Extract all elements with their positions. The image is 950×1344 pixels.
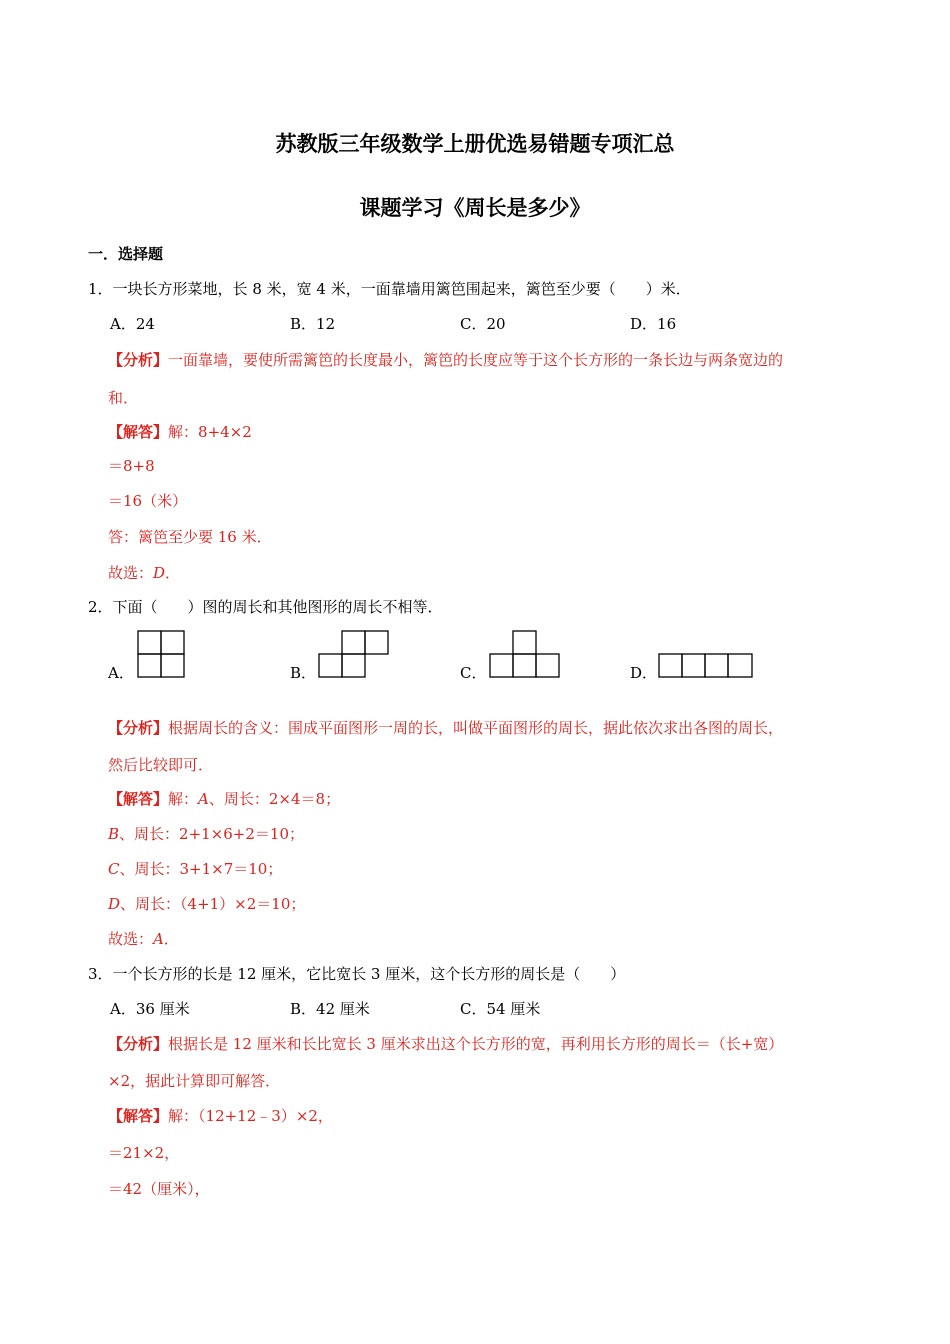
answer-text-d: 、周长：（4+1）×2＝10； <box>120 895 306 913</box>
analysis-tag: 【分析】 <box>108 719 169 737</box>
choice-prefix: 故选： <box>108 930 154 948</box>
answer-tag: 【解答】 <box>108 1107 169 1125</box>
q2-line-d <box>108 894 305 914</box>
answer-letter-c: C <box>108 860 120 878</box>
question-2-stem: 2．下面（ ）图的周长和其他图形的周长不相等． <box>88 598 443 616</box>
analysis-tag: 【分析】 <box>108 351 169 369</box>
question-1-stem: 1．一块长方形菜地，长 8 米，宽 4 米，一面靠墙用篱笆围起来，篱笆至少要（ ）米． <box>88 280 691 298</box>
q2-line-c <box>108 859 282 879</box>
answer-letter-d: D <box>108 895 121 913</box>
q2-option-d-label: D． <box>630 664 658 682</box>
q1-step-2: ＝8+8 <box>108 457 155 475</box>
q1-option-a: A．24 <box>110 315 155 333</box>
q1-option-c: C．20 <box>460 315 506 333</box>
q3-step-2: ＝21×2， <box>108 1144 180 1162</box>
analysis-tag: 【分析】 <box>108 1035 169 1053</box>
document-subtitle: 课题学习《周长是多少》 <box>359 195 591 220</box>
choice-end: ． <box>163 930 179 948</box>
answer-tag: 【解答】 <box>108 790 169 808</box>
answer-prefix: 解： <box>168 423 199 441</box>
q1-answer <box>108 422 252 442</box>
document-title: 苏教版三年级数学上册优选易错题专项汇总 <box>275 131 675 156</box>
choice-end: ． <box>165 564 181 582</box>
answer-prefix: 解： <box>168 1107 199 1125</box>
q2-option-b-label: B． <box>290 664 317 682</box>
answer-letter-b: B <box>108 825 120 843</box>
q1-choice <box>108 563 180 583</box>
q3-option-a: A．36 厘米 <box>110 1000 190 1018</box>
q2-answer <box>108 789 340 809</box>
q3-option-c: C．54 厘米 <box>460 1000 541 1018</box>
analysis-text: 根据长是 12 厘米和长比宽长 3 厘米求出这个长方形的宽，再利用长方形的周长＝（长+宽） <box>168 1035 784 1053</box>
q1-analysis-cont: 和． <box>108 389 139 407</box>
q1-option-b: B．12 <box>290 315 336 333</box>
answer-step: （12+12﹣3）×2， <box>198 1107 333 1125</box>
analysis-text: 根据周长的含义：围成平面图形一周的长，叫做平面图形的周长，据此依次求出各图的周长， <box>168 719 784 737</box>
q1-option-d: D．16 <box>630 315 677 333</box>
answer-tag: 【解答】 <box>108 423 169 441</box>
q1-step-3: ＝16（米） <box>108 492 188 510</box>
figure-c-t-shape <box>489 630 561 678</box>
answer-text-b: 、周长：2+1×6+2＝10； <box>119 825 304 843</box>
q1-reply: 答：篱笆至少要 16 米． <box>108 528 272 546</box>
q2-option-a-label: A． <box>108 664 134 682</box>
q1-analysis <box>108 350 783 370</box>
answer-text-c: 、周长：3+1×7＝10； <box>119 860 283 878</box>
choice-letter: D <box>153 564 166 582</box>
analysis-text: 一面靠墙，要使所需篱笆的长度最小，篱笆的长度应等于这个长方形的一条长边与两条宽边的 <box>168 351 784 369</box>
answer-text-a: 、周长：2×4＝8； <box>208 790 341 808</box>
q2-analysis-cont: 然后比较即可． <box>108 756 214 774</box>
answer-letter-a: A <box>198 790 209 808</box>
q2-option-c-label: C． <box>460 664 487 682</box>
choice-letter: A <box>153 930 164 948</box>
q3-analysis-cont: ×2，据此计算即可解答． <box>108 1072 281 1090</box>
figure-b-staircase <box>318 630 390 678</box>
figure-d-row-of-four <box>658 653 754 678</box>
q2-choice <box>108 929 179 949</box>
figure-a-square-2x2 <box>137 630 187 678</box>
q3-option-b: B．42 厘米 <box>290 1000 370 1018</box>
answer-prefix: 解： <box>168 790 199 808</box>
q2-analysis <box>108 718 783 738</box>
answer-step: 8+4×2 <box>198 423 252 441</box>
choice-prefix: 故选： <box>108 564 154 582</box>
question-3-stem: 3．一个长方形的长是 12 厘米，它比宽长 3 厘米，这个长方形的周长是（ ） <box>88 965 626 983</box>
q3-analysis <box>108 1034 783 1054</box>
section-heading: 一．选择题 <box>88 245 164 263</box>
q3-answer <box>108 1106 333 1126</box>
q3-step-3: ＝42（厘米）， <box>108 1180 210 1198</box>
q2-line-b <box>108 824 304 844</box>
